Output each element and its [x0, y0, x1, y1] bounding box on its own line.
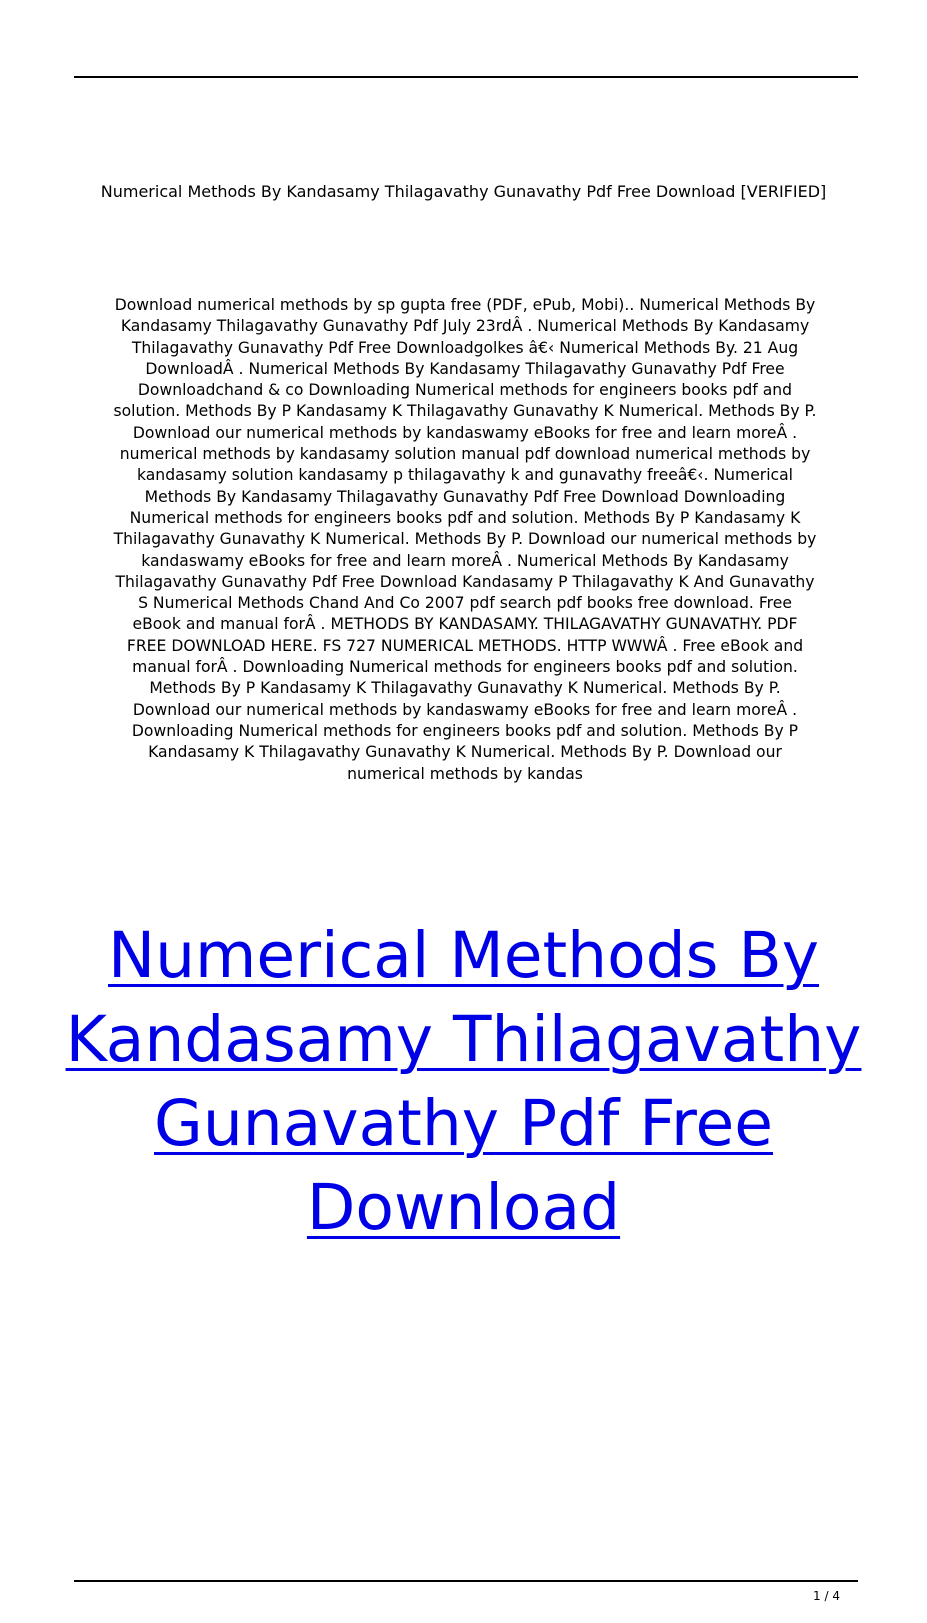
download-link[interactable]: Numerical Methods By Kandasamy Thilagavathy Gunavathy Pdf Free Download — [65, 919, 862, 1244]
header-rule — [74, 76, 858, 78]
document-title: Numerical Methods By Kandasamy Thilagavathy Gunavathy Pdf Free Download [VERIFIED] — [100, 182, 827, 201]
document-body: Download numerical methods by sp gupta free (PDF, ePub, Mobi).. Numerical Methods By Kandasamy Thilagavathy Gunavathy Pdf July 23rdÂ . Numerical Methods By Kandasamy Thilagavathy Gunavathy Pdf Free Downloadgolkes â€‹ Numerical Methods By. 21 Aug DownloadÂ . Numerical Methods By Kandasamy Thilagavathy Gunavathy Pdf Free Downloadchand & co Downloading Numerical methods for engineers books pdf and solution. Methods By P Kandasamy K Thilagavathy Gunavathy K Numerical. Methods By P. Download our numerical methods by kandaswamy eBooks for free and learn moreÂ . numerical methods by kandasamy solution manual pdf download numerical methods by kandasamy solution kandasamy p thilagavathy k and gunavathy freeâ€‹. Numerical Methods By Kandasamy Thilagavathy Gunavathy Pdf Free Download Downloading Numerical methods for engineers books pdf and solution. Methods By P Kandasamy K Thilagavathy Gunavathy K Numerical. Methods By P. Download our numerical methods by kandaswamy eBooks for free and learn moreÂ . Numerical Methods By Kandasamy Thilagavathy Gunavathy Pdf Free Download Kandasamy P Thilagavathy K And Gunavathy S Numerical Methods Chand And Co 2007 pdf search pdf books free download. Free eBook and manual forÂ . METHODS BY KANDASAMY. THILAGAVATHY GUNAVATHY. PDF FREE DOWNLOAD HERE. FS 727 NUMERICAL METHODS. HTTP WWWÂ . Free eBook and manual forÂ . Downloading Numerical methods for engineers books pdf and solution. Methods By P Kandasamy K Thilagavathy Gunavathy K Numerical. Methods By P. Download our numerical methods by kandaswamy eBooks for free and learn moreÂ . Downloading Numerical methods for engineers books pdf and solution. Methods By P Kandasamy K Thilagavathy Gunavathy K Numerical. Methods By P. Download our numerical methods by kandas — [113, 296, 817, 783]
download-link-container — [60, 914, 867, 1250]
page-number: 1 / 4 — [813, 1589, 840, 1603]
footer-rule — [74, 1580, 858, 1582]
